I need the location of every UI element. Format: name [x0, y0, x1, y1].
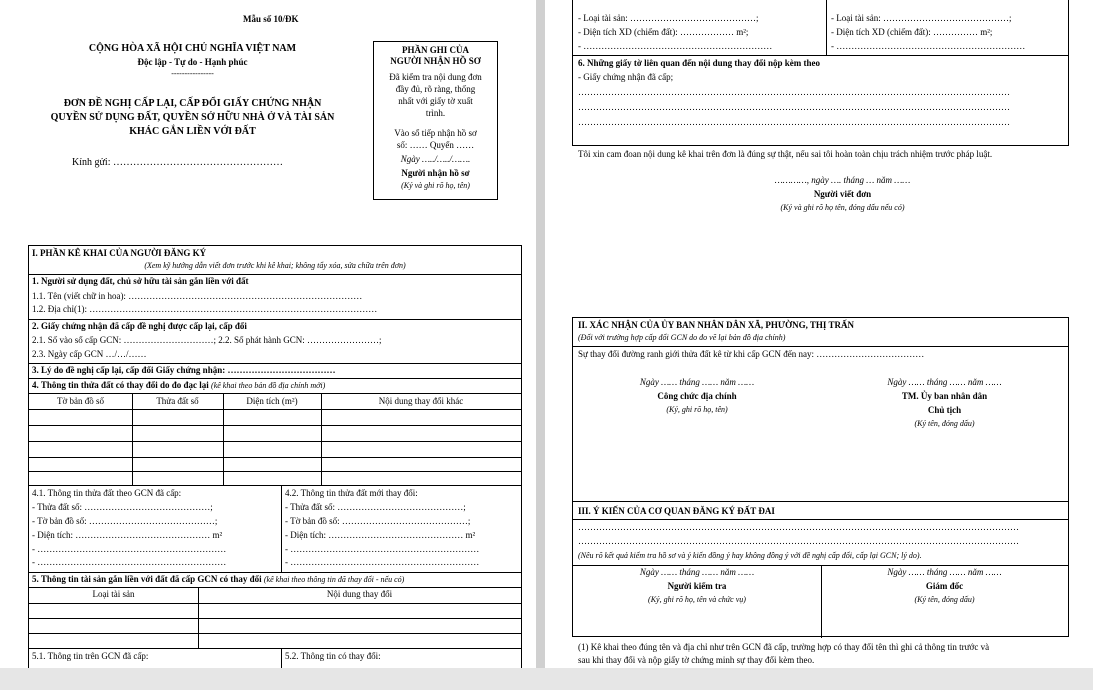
asset-new-line[interactable]: - ………………………………………………………	[831, 41, 1026, 51]
item42-line[interactable]: - Tờ bản đồ số: ……………………………………;	[285, 516, 471, 526]
item6-dots[interactable]: ………………………………………………………………………………………………………………………………	[578, 117, 1010, 127]
item41-line[interactable]: - ………………………………………………………	[32, 544, 227, 554]
commitment-text: Tôi xin cam đoan nội dung kê khai trên đơn là đúng sự thật, nếu sai tôi hoàn toàn chịu trách nhiệm trước pháp luật.	[578, 149, 993, 159]
item5-note: (kê khai theo thông tin đã thay đổi - nếu có)	[263, 575, 405, 584]
section2-note: (Đối với trường hợp cấp đổi GCN do đo vẽ lại bản đồ địa chính)	[578, 333, 786, 342]
section3-left-date: Ngày …… tháng …… năm ……	[639, 567, 755, 577]
section2-left-note: (Ký, ghi rõ họ, tên)	[666, 405, 728, 414]
continuation-table	[572, 0, 1069, 146]
receiver-line: nhất với giấy tờ xuất	[398, 96, 473, 106]
asset-old-line[interactable]: - Diện tích XD (chiếm đất): ……………… m²;	[578, 27, 749, 37]
section1-note: (Xem kỹ hướng dẫn viết đơn trước khi kê khai; không tẩy xóa, sửa chữa trên đơn)	[144, 261, 406, 270]
section3-left-role: Người kiểm tra	[667, 581, 727, 591]
declaration-table	[28, 245, 522, 668]
t4-header: Tờ bản đồ số	[56, 396, 104, 406]
form-title-line1: ĐƠN ĐỀ NGHỊ CẤP LẠI, CẤP ĐỔI GIẤY CHỨNG NHẬN	[63, 98, 322, 109]
item42-title: 4.2. Thông tin thửa đất mới thay đổi:	[285, 488, 418, 498]
asset-new-line[interactable]: - Loại tài sản: ……………………………………;	[831, 13, 1012, 23]
section3-right-date: Ngày …… tháng …… năm ……	[887, 567, 1002, 577]
item51-title: 5.1. Thông tin trên GCN đã cấp:	[32, 651, 149, 661]
item42-line[interactable]: - Diện tích: ……………………………………… m²	[285, 530, 476, 540]
item6-dots[interactable]: ………………………………………………………………………………………………………………………………	[578, 87, 1010, 97]
item41-line[interactable]: - Thửa đất số: ……………………………………;	[32, 502, 213, 512]
receiver-signer: Người nhận hồ sơ	[401, 168, 470, 178]
status-area	[0, 668, 1093, 690]
item1-title: 1. Người sử dụng đất, chủ sở hữu tài sản gắn liền với đất	[32, 276, 249, 286]
section3-note: (Nêu rõ kết quả kiểm tra hồ sơ và ý kiến đồng ý hay không đồng ý với đề nghị cấp đổi, cấp lại GCN; lý do).	[578, 551, 922, 560]
form-page-2	[545, 0, 1093, 668]
receiver-date: Ngày …../…../…….	[400, 154, 471, 164]
asset-old-line[interactable]: - Loại tài sản: ……………………………………;	[578, 13, 759, 23]
section2-right-role: TM. Ủy ban nhân dân	[901, 391, 988, 401]
t4-header: Diện tích (m²)	[246, 396, 298, 406]
receiver-line: đầy đủ, rõ ràng, thống	[395, 84, 476, 94]
item42-line[interactable]: - Thửa đất số: ……………………………………;	[285, 502, 466, 512]
item3-reason-line[interactable]: 3. Lý do đề nghị cấp lại, cấp đổi Giấy chứng nhận: ………………………………	[32, 365, 336, 375]
item2-date-line[interactable]: 2.3. Ngày cấp GCN …/…/……	[32, 349, 147, 359]
item2-numbers-line[interactable]: 2.1. Số vào sổ cấp GCN: …………………………; 2.2. Số phát hành GCN: ……………………;	[32, 335, 382, 345]
item41-title: 4.1. Thông tin thửa đất theo GCN đã cấp:	[32, 488, 182, 498]
footnote-line2: sau khi thay đổi và nộp giấy tờ chứng minh sự thay đổi kèm theo.	[578, 655, 815, 665]
section3-dots[interactable]: …………………………………………………………………………………………………………………………………	[578, 522, 1019, 532]
section2-right-date: Ngày …… tháng …… năm ……	[887, 377, 1002, 387]
receiver-heading2: NGƯỜI NHẬN HỒ SƠ	[390, 56, 481, 66]
section1-title: I. PHẦN KÊ KHAI CỦA NGƯỜI ĐĂNG KÝ	[32, 248, 207, 258]
item1-address-line[interactable]: 1.2. Địa chỉ(1): ……………………………………………………………………………………	[32, 304, 378, 314]
writer-date: …………, ngày …. tháng … năm ……	[774, 175, 911, 185]
item6-dots[interactable]: ………………………………………………………………………………………………………………………………	[578, 102, 1010, 112]
form-page-1	[0, 0, 536, 668]
asset-old-line[interactable]: - ………………………………………………………	[578, 41, 773, 51]
receiver-line: trình.	[425, 108, 446, 118]
section3-right-note: (Ký tên, đóng dấu)	[914, 595, 975, 604]
item5-title-row	[32, 574, 404, 584]
t5-header: Nội dung thay đổi	[326, 589, 393, 599]
receiver-line: số: …… Quyển ……	[396, 140, 475, 150]
receiver-line: Vào sổ tiếp nhận hồ sơ	[394, 128, 477, 138]
footnote-line1: (1) Kê khai theo đúng tên và địa chỉ như trên GCN đã cấp, trường hợp có thay đổi tên thì ghi cả thông tin trước và	[578, 642, 990, 652]
receiver-heading1: PHẦN GHI CỦA	[402, 45, 469, 55]
nation-motto: Độc lập - Tự do - Hạnh phúc	[137, 57, 248, 67]
item4-note: (kê khai theo bản đồ địa chính mới)	[211, 381, 326, 390]
receiver-sign-note: (Ký và ghi rõ họ, tên)	[401, 181, 470, 190]
section3-title: III. Ý KIẾN CỦA CƠ QUAN ĐĂNG KÝ ĐẤT ĐAI	[578, 506, 775, 516]
section2-left-role: Công chức địa chính	[657, 391, 737, 401]
receiver-box	[373, 41, 498, 200]
item6-sub: - Giấy chứng nhận đã cấp;	[578, 72, 674, 82]
t4-header: Nội dung thay đổi khác	[378, 396, 464, 406]
form-number: Mẫu số 10/ĐK	[243, 14, 299, 24]
section3-left-note: (Ký, ghi rõ họ, tên và chức vụ)	[648, 595, 746, 604]
section2-title: II. XÁC NHẬN CỦA ỦY BAN NHÂN DÂN XÃ, PHƯỜNG, THỊ TRẤN	[578, 320, 855, 330]
section2-line[interactable]: Sự thay đổi đường ranh giới thửa đất kê từ khi cấp GCN đến nay: ………………………………	[578, 349, 925, 359]
section3-dots[interactable]: …………………………………………………………………………………………………………………………………	[578, 536, 1019, 546]
motto-rule: ----------------	[171, 69, 214, 78]
verification-table	[572, 317, 1069, 637]
section2-right-role2: Chủ tịch	[927, 405, 962, 415]
item5-title: 5. Thông tin tài sản gắn liền với đất đã cấp GCN có thay đổi	[32, 574, 262, 584]
asset-new-line[interactable]: - Diện tích XD (chiếm đất): …………… m²;	[831, 27, 993, 37]
item41-line[interactable]: - Diện tích: ……………………………………… m²	[32, 530, 223, 540]
section2-left-date: Ngày …… tháng …… năm ……	[639, 377, 755, 387]
item1-name-line[interactable]: 1.1. Tên (viết chữ in hoa): ……………………………………………………………………	[32, 291, 363, 301]
section3-right-role: Giám đốc	[925, 581, 964, 591]
writer-note: (Ký và ghi rõ họ tên, đóng dấu nếu có)	[780, 203, 905, 212]
t5-header: Loại tài sản	[92, 589, 135, 599]
item41-line[interactable]: - ………………………………………………………	[32, 557, 227, 567]
item42-line[interactable]: - ………………………………………………………	[285, 544, 480, 554]
receiver-line: Đã kiểm tra nội dung đơn	[389, 72, 482, 82]
item2-title: 2. Giấy chứng nhận đã cấp đề nghị được cấp lại, cấp đổi	[32, 321, 247, 331]
item4-title-row	[32, 380, 325, 390]
form-title-line3: KHÁC GẮN LIỀN VỚI ĐẤT	[129, 126, 256, 137]
section2-right-note: (Ký tên, đóng dấu)	[914, 419, 975, 428]
item6-title: 6. Những giấy tờ liên quan đến nội dung thay đổi nộp kèm theo	[578, 58, 820, 68]
nation-title: CỘNG HÒA XÃ HỘI CHỦ NGHĨA VIỆT NAM	[88, 43, 297, 54]
addressee-line: Kính gửi: ……………………………………………	[72, 157, 283, 168]
t4-header: Thửa đất số	[156, 396, 199, 406]
writer-title: Người viết đơn	[813, 189, 872, 199]
item41-line[interactable]: - Tờ bản đồ số: ……………………………………;	[32, 516, 218, 526]
item4-title: 4. Thông tin thửa đất có thay đổi do đo đạc lại	[32, 380, 209, 390]
page-gap-scrollbar[interactable]	[536, 0, 545, 690]
item52-title: 5.2. Thông tin có thay đổi:	[285, 651, 381, 661]
form-title-line2: QUYỀN SỬ DỤNG ĐẤT, QUYỀN SỞ HỮU NHÀ Ở VÀ TÀI SẢN	[50, 112, 335, 123]
item42-line[interactable]: - ………………………………………………………	[285, 557, 480, 567]
